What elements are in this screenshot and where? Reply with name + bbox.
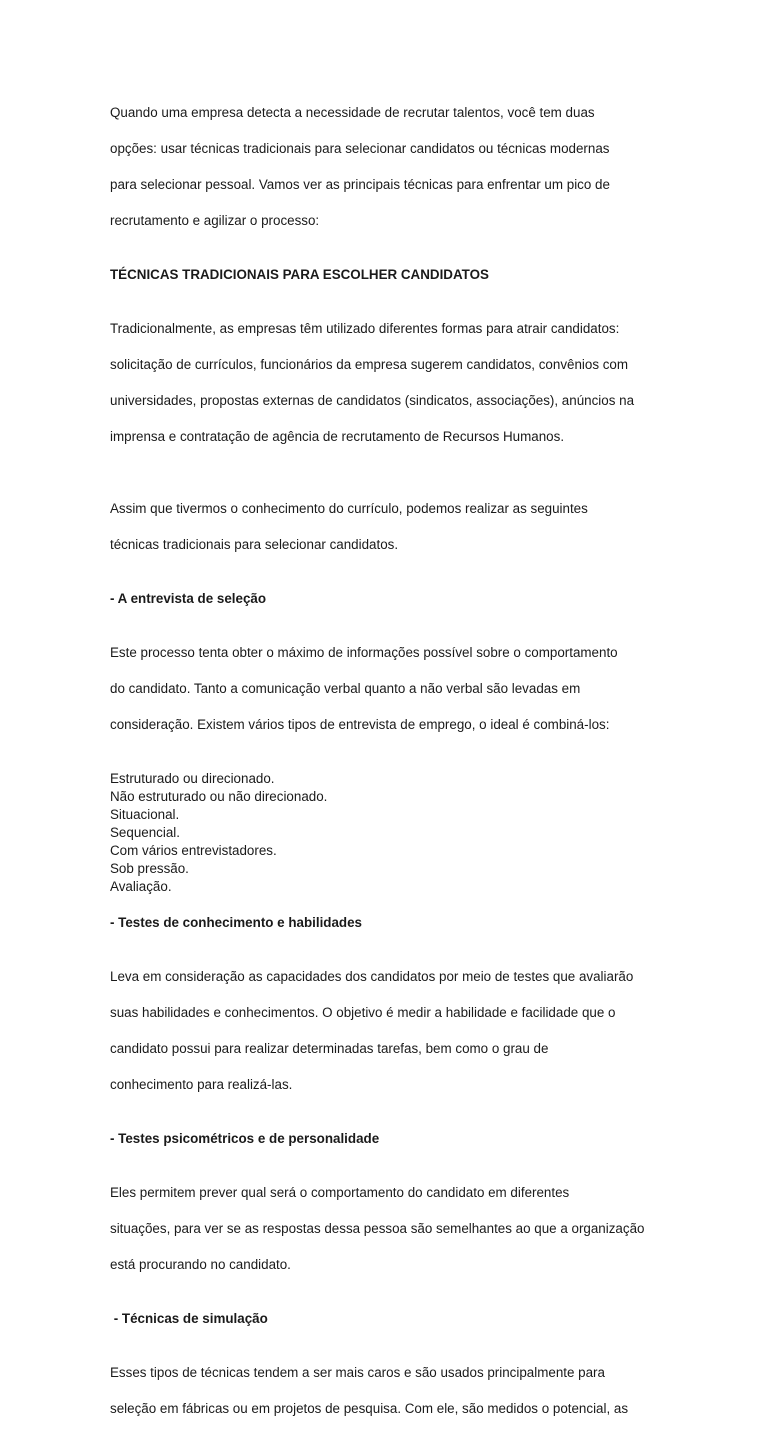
text-line: Este processo tenta obter o máximo de informações possível sobre o comportamento [110, 645, 618, 660]
list-item: Sob pressão. [110, 861, 189, 876]
text-line: seleção em fábricas ou em projetos de pesquisa. Com ele, são medidos o potencial, as [110, 1401, 629, 1416]
text-line: opções: usar técnicas tradicionais para selecionar candidatos ou técnicas modernas [110, 141, 610, 156]
document-page [110, 86, 660, 1454]
text-line: conhecimento para realizá-las. [110, 1077, 293, 1092]
text-line: Quando uma empresa detecta a necessidade de recrutar talentos, você tem duas [110, 105, 595, 120]
interview-types-list [110, 770, 660, 896]
psychometric-heading: - Testes psicométricos e de personalidade [110, 1131, 380, 1146]
psychometric-paragraph [110, 1166, 660, 1292]
interview-paragraph [110, 626, 660, 752]
simulation-heading: - Técnicas de simulação [110, 1311, 268, 1326]
section-title: TÉCNICAS TRADICIONAIS PARA ESCOLHER CANDIDATOS [110, 267, 489, 282]
text-line: Esses tipos de técnicas tendem a ser mais caros e são usados principalmente para [110, 1365, 605, 1380]
knowledge-paragraph [110, 950, 660, 1112]
text-line: candidato possui para realizar determinadas tarefas, bem como o grau de [110, 1041, 549, 1056]
text-line: Assim que tivermos o conhecimento do currículo, podemos realizar as seguintes [110, 501, 588, 516]
text-line: Leva em consideração as capacidades dos candidatos por meio de testes que avaliarão [110, 969, 634, 984]
text-line: imprensa e contratação de agência de recrutamento de Recursos Humanos. [110, 429, 565, 444]
list-item: Com vários entrevistadores. [110, 843, 277, 858]
list-item: Não estruturado ou não direcionado. [110, 789, 328, 804]
knowledge-heading: - Testes de conhecimento e habilidades [110, 915, 363, 930]
list-item: Estruturado ou direcionado. [110, 771, 275, 786]
text-line: do candidato. Tanto a comunicação verbal quanto a não verbal são levadas em [110, 681, 581, 696]
traditional-paragraph [110, 302, 660, 464]
text-line: suas habilidades e conhecimentos. O objetivo é medir a habilidade e facilidade que o [110, 1005, 616, 1020]
curriculum-paragraph [110, 482, 660, 572]
list-item: Avaliação. [110, 879, 172, 894]
text-line: recrutamento e agilizar o processo: [110, 213, 320, 228]
intro-paragraph [110, 86, 660, 248]
text-line: consideração. Existem vários tipos de entrevista de emprego, o ideal é combiná-los: [110, 717, 610, 732]
text-line: para selecionar pessoal. Vamos ver as principais técnicas para enfrentar um pico de [110, 177, 610, 192]
text-line: técnicas tradicionais para selecionar candidatos. [110, 537, 399, 552]
list-item: Situacional. [110, 807, 180, 822]
text-line: situações, para ver se as respostas dessa pessoa são semelhantes ao que a organização [110, 1221, 645, 1236]
text-line: Eles permitem prever qual será o comportamento do candidato em diferentes [110, 1185, 570, 1200]
text-line: Tradicionalmente, as empresas têm utilizado diferentes formas para atrair candidatos: [110, 321, 620, 336]
interview-heading: - A entrevista de seleção [110, 591, 267, 606]
list-item: Sequencial. [110, 825, 180, 840]
simulation-paragraph [110, 1346, 660, 1436]
text-line: está procurando no candidato. [110, 1257, 291, 1272]
text-line: universidades, propostas externas de candidatos (sindicatos, associações), anúncios na [110, 393, 635, 408]
text-line: solicitação de currículos, funcionários da empresa sugerem candidatos, convênios com [110, 357, 629, 372]
